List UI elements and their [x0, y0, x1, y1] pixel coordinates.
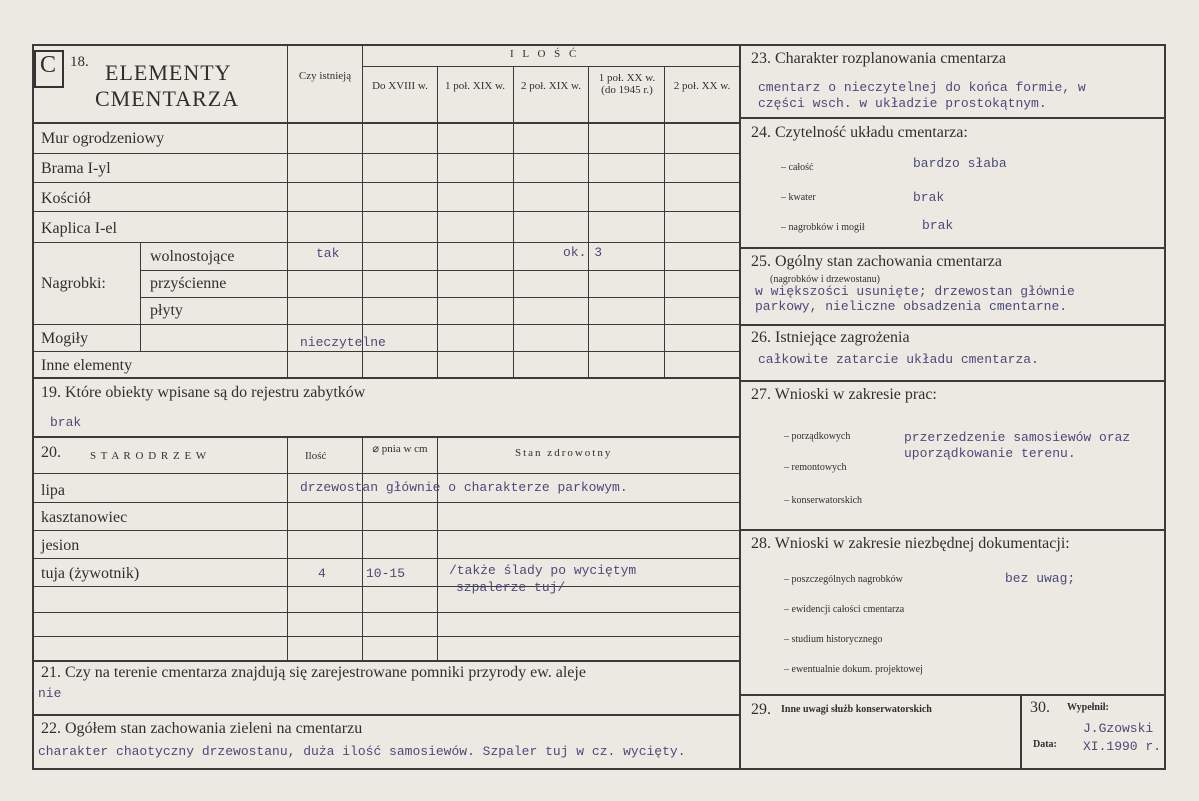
s30-date: XI.1990 r. — [1083, 739, 1162, 754]
s27-value-line2: uporządkowanie terenu. — [904, 446, 1076, 461]
grid-line — [739, 117, 1166, 119]
grid-line — [32, 436, 739, 438]
grid-line — [32, 122, 739, 124]
row-brama: Brama I-yl — [41, 160, 111, 177]
grid-line — [32, 153, 739, 154]
grid-line — [32, 636, 739, 637]
s28-dokum: – ewentualnie dokum. projektowej — [784, 664, 923, 675]
row-kaplica: Kaplica I-el — [41, 220, 117, 237]
grid-line — [739, 529, 1166, 531]
s21-value: nie — [38, 686, 62, 701]
s25-label: 25. Ogólny stan zachowania cmentarza — [751, 253, 1003, 270]
typed-ok3: ok. 3 — [563, 245, 603, 260]
grid-line — [588, 66, 589, 378]
s27-label: 27. Wnioski w zakresie prac: — [751, 386, 937, 403]
col-2-xx: 2 poł. XX w. — [673, 80, 731, 92]
s20-note: drzewostan głównie o charakterze parkowym. — [300, 480, 628, 495]
s23-line1: cmentarz o nieczytelnej do końca formie, w — [758, 80, 1086, 95]
frame-top — [32, 44, 1166, 46]
s24-nagrobkow-value: brak — [922, 218, 954, 233]
col-2-xix: 2 poł. XIX w. — [520, 80, 582, 92]
grid-line — [32, 586, 739, 587]
grid-line — [32, 473, 739, 474]
s26-label: 26. Istniejące zagrożenia — [751, 329, 910, 346]
s24-nagrobkow: – nagrobków i mogił — [781, 222, 865, 233]
s20-col-ilosc: Ilość — [305, 450, 327, 462]
s19-value: brak — [50, 415, 82, 430]
grid-line — [739, 380, 1166, 382]
grid-line — [664, 66, 665, 378]
grid-line — [513, 66, 514, 378]
s27-konserwatorskich: – konserwatorskich — [784, 495, 863, 506]
row-plyty: płyty — [150, 302, 183, 319]
grid-line — [362, 436, 363, 660]
grid-line — [32, 242, 739, 243]
s20-col-pnia: ⌀ pnia w cm — [372, 443, 428, 455]
frame-right — [1164, 44, 1166, 770]
row-inne: Inne elementy — [41, 357, 133, 374]
tuja-qty: 4 — [318, 566, 326, 581]
s28-studium: – studium historycznego — [784, 634, 883, 645]
grid-line — [739, 694, 1166, 696]
s30-number: 30. — [1030, 699, 1050, 716]
grid-line — [739, 247, 1166, 249]
s25-line1: w większości usunięte; drzewostan głównie — [755, 284, 1075, 299]
row-przyscienne: przyścienne — [150, 275, 227, 292]
s28-ewidencji: – ewidencji całości cmentarza — [784, 604, 905, 615]
s25-line2: parkowy, nieliczne obsadzenia cmentarne. — [755, 299, 1068, 314]
row-mogily: Mogiły — [41, 330, 89, 347]
s24-calosc: – całość — [781, 162, 814, 173]
grid-line — [140, 297, 739, 298]
s23-line2: części wsch. w układzie prostokątnym. — [758, 96, 1047, 111]
s28-nagrobkow-value: bez uwag; — [1005, 571, 1076, 586]
row-mur: Mur ogrodzeniowy — [41, 130, 165, 147]
s25-sub: (nagrobków i drzewostanu) — [770, 274, 880, 285]
tree-tuja: tuja (żywotnik) — [41, 565, 140, 582]
col-1-xix: 1 poł. XIX w. — [444, 80, 506, 92]
s24-label: 24. Czytelność układu cmentarza: — [751, 124, 968, 141]
s24-calosc-value: bardzo słaba — [913, 156, 1007, 171]
grid-line — [739, 324, 1166, 326]
col-ilosc: I L O Ś Ć — [510, 48, 580, 60]
col-exists: Czy istnieją — [298, 70, 352, 82]
s24-kwater: – kwater — [781, 192, 816, 203]
s20-col-stan: Stan zdrowotny — [515, 447, 613, 459]
s30-data-label: Data: — [1033, 739, 1057, 750]
section-title-line1: ELEMENTY — [105, 60, 232, 85]
s19-label: 19. Które obiekty wpisane są do rejestru zabytków — [41, 384, 366, 401]
grid-line — [32, 211, 739, 212]
grid-line — [32, 182, 739, 183]
section-title-line2: CMENTARZA — [95, 86, 240, 111]
row-wolnostojace: wolnostojące — [150, 248, 235, 265]
grid-line — [32, 714, 739, 716]
section-18-number: 18. — [70, 54, 89, 70]
grid-line — [437, 436, 438, 660]
typed-tak: tak — [316, 246, 340, 261]
s27-remontowych: – remontowych — [784, 462, 847, 473]
middle-divider — [739, 44, 741, 770]
s27-porzadkowych: – porządkowych — [784, 431, 851, 442]
grid-line — [437, 66, 438, 378]
tree-lipa: lipa — [41, 482, 65, 499]
grid-line — [32, 612, 739, 613]
tuja-note-line1: /także ślady po wyciętym — [449, 563, 637, 578]
grid-line — [32, 530, 739, 531]
s29-number: 29. — [751, 701, 771, 718]
grid-line — [32, 351, 739, 352]
row-kosciol: Kościół — [41, 190, 91, 207]
grid-line — [287, 436, 288, 660]
frame-bottom — [32, 768, 1166, 770]
tuja-note-line2: szpalerze tuj/ — [456, 580, 566, 595]
s26-value: całkowite zatarcie układu cmentarza. — [758, 352, 1039, 367]
s24-kwater-value: brak — [913, 190, 945, 205]
grid-line — [32, 558, 739, 559]
s28-nagrobkow: – poszczególnych nagrobków — [784, 574, 903, 585]
grid-line — [32, 324, 739, 325]
s23-label: 23. Charakter rozplanowania cmentarza — [751, 50, 1006, 67]
col-1-xx: 1 poł. XX w. (do 1945 r.) — [598, 72, 656, 96]
grid-line — [140, 270, 739, 271]
grid-line — [362, 66, 739, 67]
s30-wypelnil: Wypełnił: — [1067, 702, 1109, 713]
tree-kasztanowiec: kasztanowiec — [41, 509, 128, 526]
grid-line — [32, 377, 739, 379]
col-xviii: Do XVIII w. — [372, 80, 428, 92]
typed-nieczytelne: nieczytelne — [300, 335, 386, 350]
s20-title: S T A R O D R Z E W — [90, 450, 208, 462]
tree-jesion: jesion — [41, 537, 80, 554]
s29-label: Inne uwagi służb konserwatorskich — [781, 704, 932, 715]
section-letter: C — [40, 52, 57, 78]
s27-value-line1: przerzedzenie samosiewów oraz — [904, 430, 1131, 445]
tuja-size: 10-15 — [366, 566, 406, 581]
s21-label: 21. Czy na terenie cmentarza znajdują się zarejestrowane pomniki przyrody ew. aleje — [41, 664, 586, 681]
grid-line — [32, 502, 739, 503]
s30-name: J.Gzowski — [1083, 721, 1154, 736]
grid-line — [1020, 694, 1022, 770]
row-nagrobki: Nagrobki: — [41, 275, 106, 292]
grid-line — [32, 660, 739, 662]
s28-label: 28. Wnioski w zakresie niezbędnej dokumentacji: — [751, 535, 1070, 552]
s22-label: 22. Ogółem stan zachowania zieleni na cmentarzu — [41, 720, 363, 737]
s22-value: charakter chaotyczny drzewostanu, duża ilość samosiewów. Szpaler tuj w cz. wycięty. — [38, 744, 686, 759]
s20-number: 20. — [41, 444, 61, 461]
